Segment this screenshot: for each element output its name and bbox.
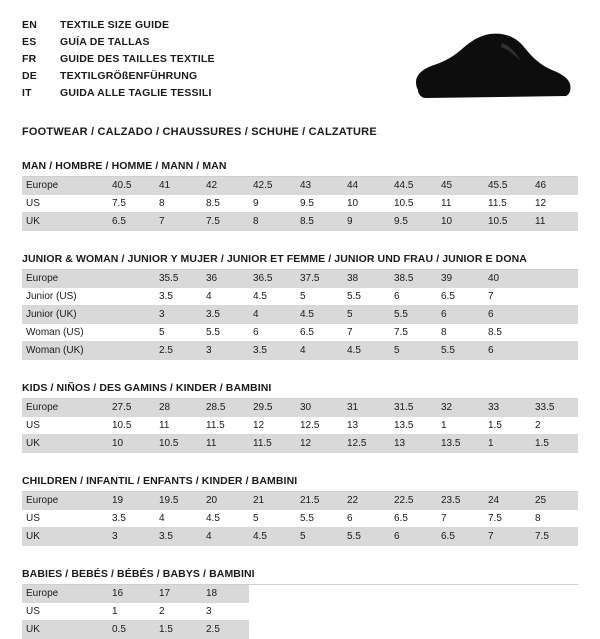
size-cell: 45 [437, 177, 484, 195]
size-cell: 18 [202, 585, 249, 603]
row-label: Woman (UK) [22, 342, 108, 360]
table-row [22, 342, 578, 360]
row-label: Europe [22, 492, 108, 510]
size-cell: 3.5 [155, 528, 202, 546]
size-cell: 42 [202, 177, 249, 195]
size-cell: 12 [296, 435, 343, 453]
size-cell: 39 [437, 270, 484, 288]
size-cell: 7.5 [484, 510, 531, 528]
size-cell: 7 [484, 288, 531, 306]
language-row [22, 84, 215, 101]
size-cell: 6.5 [437, 528, 484, 546]
size-cell: 7.5 [108, 195, 155, 213]
table-row [22, 492, 578, 510]
size-cell [531, 270, 578, 288]
size-cell: 28 [155, 399, 202, 417]
size-cell: 30 [296, 399, 343, 417]
size-cell: 12.5 [343, 435, 390, 453]
size-cell: 4 [155, 510, 202, 528]
language-title-list [22, 16, 215, 101]
language-row [22, 33, 215, 50]
size-cell: 7 [484, 528, 531, 546]
size-cell [484, 621, 531, 639]
size-cell: 8 [531, 510, 578, 528]
row-label: US [22, 195, 108, 213]
size-cell: 19 [108, 492, 155, 510]
size-cell: 43 [296, 177, 343, 195]
size-cell: 5.5 [437, 342, 484, 360]
size-cell [296, 603, 343, 621]
size-cell: 11 [202, 435, 249, 453]
size-cell: 5 [390, 342, 437, 360]
size-cell: 19.5 [155, 492, 202, 510]
size-cell: 4 [202, 528, 249, 546]
size-cell: 13 [343, 417, 390, 435]
size-cell: 3 [155, 306, 202, 324]
size-cell: 6.5 [437, 288, 484, 306]
size-cell: 10 [437, 213, 484, 231]
size-cell: 7.5 [531, 528, 578, 546]
row-label: Junior (UK) [22, 306, 108, 324]
size-cell: 12 [531, 195, 578, 213]
row-label: US [22, 603, 108, 621]
size-cell: 5.5 [296, 510, 343, 528]
language-code: ES [22, 35, 37, 48]
size-cell: 21.5 [296, 492, 343, 510]
size-cell: 29.5 [249, 399, 296, 417]
size-cell: 37.5 [296, 270, 343, 288]
size-cell: 25 [531, 492, 578, 510]
size-cell: 4 [249, 306, 296, 324]
size-cell: 35.5 [155, 270, 202, 288]
table-row [22, 195, 578, 213]
size-cell: 0.5 [108, 621, 155, 639]
language-title: TEXTILE SIZE GUIDE [60, 18, 170, 31]
size-cell: 7 [437, 510, 484, 528]
size-cell: 1 [108, 603, 155, 621]
size-cell: 36 [202, 270, 249, 288]
size-cell: 8 [249, 213, 296, 231]
size-table [22, 177, 578, 231]
size-cell: 11.5 [249, 435, 296, 453]
size-cell: 9 [249, 195, 296, 213]
size-cell [531, 342, 578, 360]
size-cell: 6 [437, 306, 484, 324]
size-groups [22, 160, 578, 639]
size-cell: 8.5 [484, 324, 531, 342]
table-row [22, 177, 578, 195]
size-cell: 23.5 [437, 492, 484, 510]
page-header [22, 16, 578, 112]
size-cell: 2 [531, 417, 578, 435]
size-group-title: BABIES / BEBÉS / BÉBÉS / BABYS / BAMBINI [22, 568, 255, 580]
row-label: US [22, 417, 108, 435]
language-title: GUÍA DE TALLAS [60, 35, 150, 48]
row-label: Woman (US) [22, 324, 108, 342]
size-cell: 21 [249, 492, 296, 510]
row-label: Europe [22, 585, 108, 603]
size-cell: 13 [390, 435, 437, 453]
size-cell: 6.5 [108, 213, 155, 231]
size-cell: 1.5 [484, 417, 531, 435]
size-cell: 9 [343, 213, 390, 231]
row-label: UK [22, 528, 108, 546]
size-cell: 6.5 [296, 324, 343, 342]
language-row [22, 16, 215, 33]
language-code: IT [22, 86, 32, 99]
language-row [22, 67, 215, 84]
size-cell: 11.5 [202, 417, 249, 435]
size-cell: 32 [437, 399, 484, 417]
size-cell: 33 [484, 399, 531, 417]
size-table [22, 399, 578, 453]
size-cell: 9.5 [296, 195, 343, 213]
size-cell: 10 [108, 435, 155, 453]
table-row [22, 306, 578, 324]
size-cell: 1.5 [531, 435, 578, 453]
size-cell: 8 [155, 195, 202, 213]
size-cell [108, 306, 155, 324]
size-cell: 44.5 [390, 177, 437, 195]
size-cell: 11 [531, 213, 578, 231]
size-cell: 3.5 [155, 288, 202, 306]
size-cell [437, 621, 484, 639]
size-cell: 6 [484, 342, 531, 360]
size-cell: 4 [202, 288, 249, 306]
size-cell: 40.5 [108, 177, 155, 195]
size-cell: 13.5 [390, 417, 437, 435]
size-cell: 5.5 [390, 306, 437, 324]
size-cell: 3 [202, 603, 249, 621]
size-cell: 12.5 [296, 417, 343, 435]
table-row [22, 288, 578, 306]
size-cell: 10.5 [484, 213, 531, 231]
size-cell: 4.5 [249, 528, 296, 546]
size-cell: 8 [437, 324, 484, 342]
size-cell: 1 [437, 417, 484, 435]
size-group-title: KIDS / NIÑOS / DES GAMINS / KINDER / BAMBINI [22, 382, 272, 394]
table-row [22, 528, 578, 546]
language-code: FR [22, 52, 37, 65]
size-cell: 44 [343, 177, 390, 195]
language-code: DE [22, 69, 37, 82]
size-group-title: MAN / HOMBRE / HOMME / MANN / MAN [22, 160, 227, 172]
size-cell: 40 [484, 270, 531, 288]
row-label: Junior (US) [22, 288, 108, 306]
size-cell: 6 [484, 306, 531, 324]
size-group-man [22, 160, 578, 231]
size-cell: 10.5 [155, 435, 202, 453]
language-title: GUIDE DES TAILLES TEXTILE [60, 52, 215, 65]
size-cell: 31.5 [390, 399, 437, 417]
size-cell [531, 288, 578, 306]
language-row [22, 50, 215, 67]
size-cell: 5.5 [343, 288, 390, 306]
size-cell: 2.5 [155, 342, 202, 360]
size-cell: 17 [155, 585, 202, 603]
language-title: GUIDA ALLE TAGLIE TESSILI [60, 86, 212, 99]
row-label: UK [22, 435, 108, 453]
size-group-title: CHILDREN / INFANTIL / ENFANTS / KINDER / BAMBINI [22, 475, 298, 487]
size-cell: 4.5 [296, 306, 343, 324]
size-cell: 8.5 [296, 213, 343, 231]
size-cell: 11 [437, 195, 484, 213]
size-cell [437, 603, 484, 621]
size-cell: 31 [343, 399, 390, 417]
size-table [22, 492, 578, 546]
size-cell: 5 [155, 324, 202, 342]
size-cell: 3.5 [202, 306, 249, 324]
size-cell [108, 324, 155, 342]
row-label: UK [22, 621, 108, 639]
row-label: Europe [22, 177, 108, 195]
size-cell: 7.5 [390, 324, 437, 342]
size-cell: 33.5 [531, 399, 578, 417]
row-label: US [22, 510, 108, 528]
size-cell [249, 603, 296, 621]
table-row [22, 270, 578, 288]
language-code: EN [22, 18, 37, 31]
size-cell: 16 [108, 585, 155, 603]
size-group-babies [22, 568, 578, 639]
size-cell: 4.5 [343, 342, 390, 360]
table-row [22, 435, 578, 453]
size-cell [343, 603, 390, 621]
size-cell: 8.5 [202, 195, 249, 213]
size-cell: 6 [249, 324, 296, 342]
size-cell: 22.5 [390, 492, 437, 510]
size-cell: 6 [390, 528, 437, 546]
size-cell: 1 [484, 435, 531, 453]
size-cell: 24 [484, 492, 531, 510]
size-cell: 6 [390, 288, 437, 306]
size-cell [108, 288, 155, 306]
footwear-section-title: FOOTWEAR / CALZADO / CHAUSSURES / SCHUHE / CALZATURE [22, 126, 377, 138]
size-cell [343, 621, 390, 639]
row-label: Europe [22, 399, 108, 417]
size-cell: 22 [343, 492, 390, 510]
table-row [22, 399, 578, 417]
size-cell: 28.5 [202, 399, 249, 417]
row-label: UK [22, 213, 108, 231]
size-cell: 11 [155, 417, 202, 435]
size-cell [531, 603, 578, 621]
size-cell: 38 [343, 270, 390, 288]
size-cell [484, 603, 531, 621]
size-cell: 3 [202, 342, 249, 360]
size-cell [108, 270, 155, 288]
size-group-kids [22, 382, 578, 453]
size-group-title: JUNIOR & WOMAN / JUNIOR Y MUJER / JUNIOR ET FEMME / JUNIOR UND FRAU / JUNIOR E DONA [22, 253, 527, 265]
size-cell: 10.5 [108, 417, 155, 435]
row-label: Europe [22, 270, 108, 288]
size-cell: 4.5 [202, 510, 249, 528]
size-cell: 41 [155, 177, 202, 195]
size-cell [390, 621, 437, 639]
size-cell: 10.5 [390, 195, 437, 213]
size-cell: 6.5 [390, 510, 437, 528]
size-table [22, 585, 578, 639]
table-row [22, 621, 578, 639]
size-cell: 7 [155, 213, 202, 231]
size-cell: 5 [296, 528, 343, 546]
size-cell: 13.5 [437, 435, 484, 453]
size-cell: 2.5 [202, 621, 249, 639]
size-cell [531, 306, 578, 324]
size-cell: 4.5 [249, 288, 296, 306]
size-cell: 5 [296, 288, 343, 306]
size-cell: 42.5 [249, 177, 296, 195]
size-cell [390, 603, 437, 621]
size-cell: 9.5 [390, 213, 437, 231]
size-cell: 38.5 [390, 270, 437, 288]
size-cell: 7 [343, 324, 390, 342]
table-row [22, 603, 578, 621]
size-group-junior-woman [22, 253, 578, 360]
size-cell: 5 [343, 306, 390, 324]
size-cell: 1.5 [155, 621, 202, 639]
size-cell [531, 324, 578, 342]
table-row [22, 417, 578, 435]
size-cell: 6 [343, 510, 390, 528]
size-cell [249, 621, 296, 639]
size-cell: 27.5 [108, 399, 155, 417]
size-group-children [22, 475, 578, 546]
size-cell: 10 [343, 195, 390, 213]
size-cell: 11.5 [484, 195, 531, 213]
size-cell: 5 [249, 510, 296, 528]
size-cell: 20 [202, 492, 249, 510]
dress-shoe-icon [382, 28, 572, 106]
size-cell: 7.5 [202, 213, 249, 231]
table-row [22, 324, 578, 342]
size-cell [296, 621, 343, 639]
size-cell: 36.5 [249, 270, 296, 288]
size-cell: 5.5 [343, 528, 390, 546]
size-cell: 3 [108, 528, 155, 546]
size-cell: 45.5 [484, 177, 531, 195]
size-cell: 46 [531, 177, 578, 195]
size-cell: 5.5 [202, 324, 249, 342]
size-cell: 12 [249, 417, 296, 435]
size-cell [531, 621, 578, 639]
table-row [22, 510, 578, 528]
size-cell: 4 [296, 342, 343, 360]
language-title: TEXTILGRÖßENFÜHRUNG [60, 69, 198, 82]
table-row [22, 213, 578, 231]
size-cell: 2 [155, 603, 202, 621]
size-table [22, 270, 578, 360]
size-cell: 3.5 [108, 510, 155, 528]
size-cell [108, 342, 155, 360]
size-cell: 3.5 [249, 342, 296, 360]
